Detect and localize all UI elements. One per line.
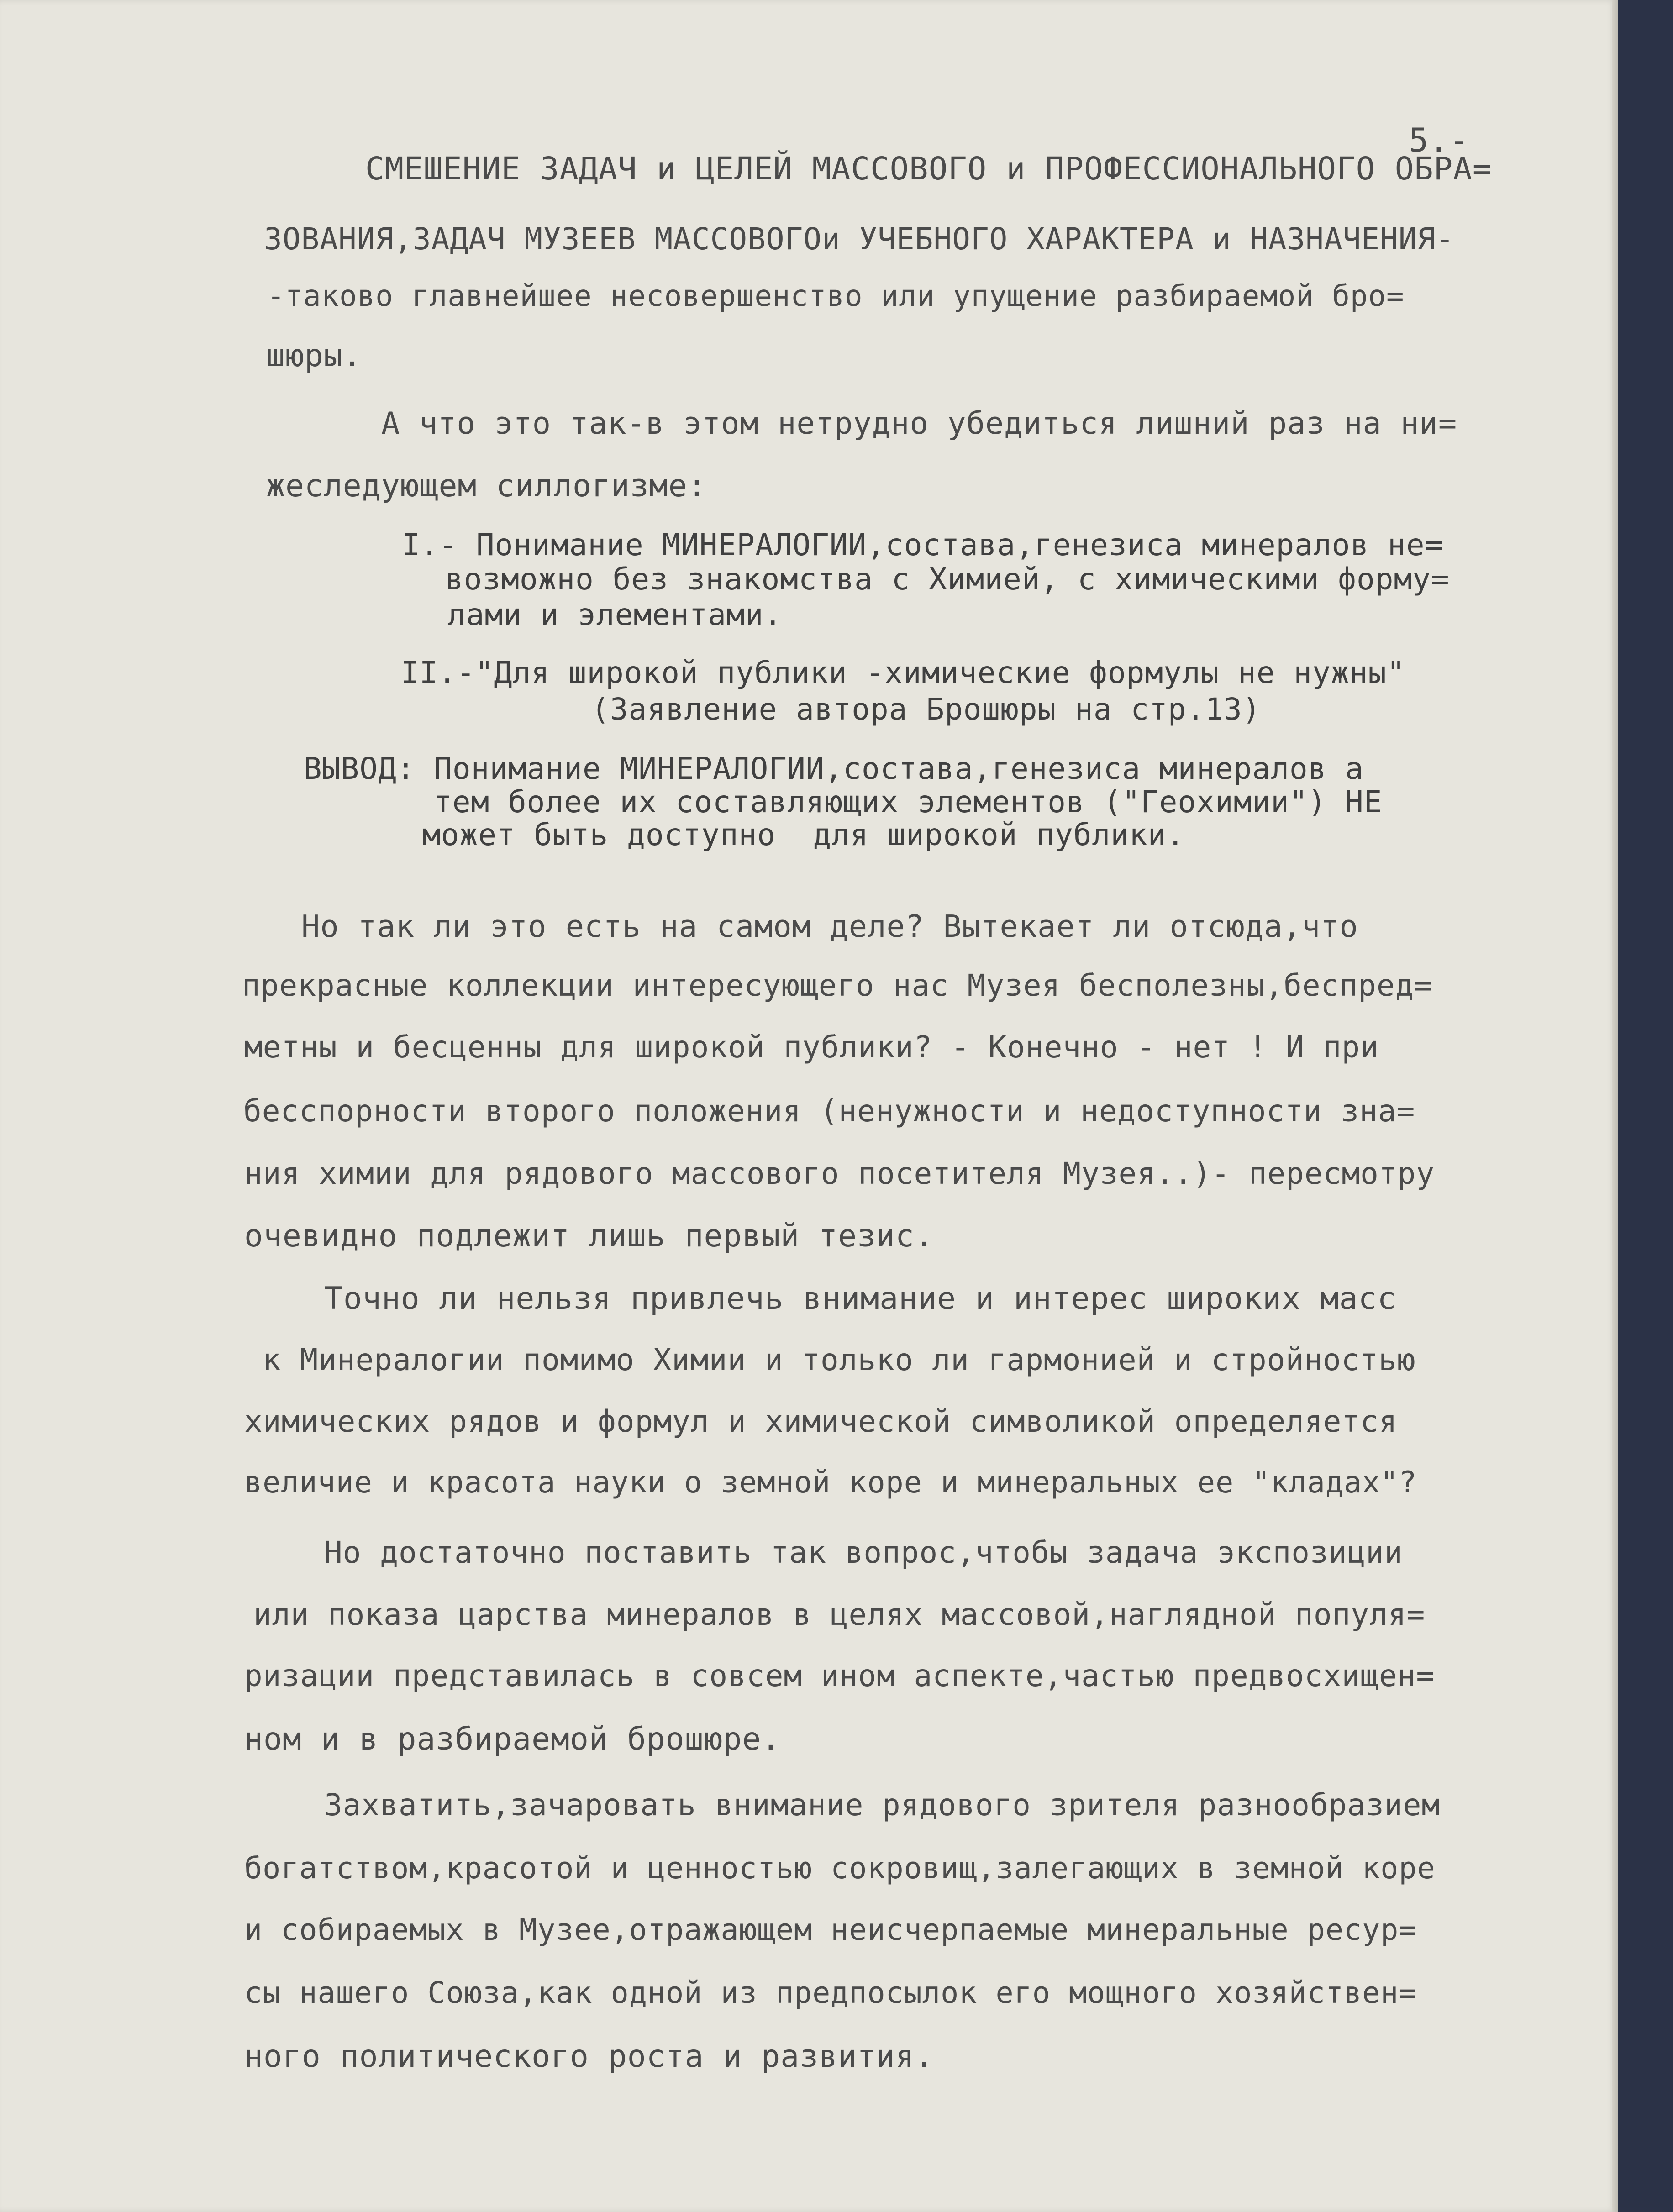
paragraph-6-line-6: очевидно подлежит лишь первый тезис.: [244, 1218, 934, 1254]
conclusion-line-3: может быть доступно для широкой публики.: [422, 817, 1185, 852]
paragraph-6-line-2: прекрасные коллекции интересующего нас Музея бесполезны,беспред=: [242, 968, 1433, 1003]
premise-two-line-2: (Заявление автора Брошюры на стр.13): [591, 692, 1261, 727]
paragraph-9-line-4: сы нашего Союза,как одной из предпосылок его мощного хозяйствен=: [244, 1976, 1417, 2010]
paragraph-9-line-3: и собираемых в Музее,отражающем неисчерпаемые минеральные ресур=: [244, 1913, 1417, 1947]
paragraph-2-line-2: жеследующем силлогизме:: [266, 468, 707, 504]
paragraph-7-line-4: величие и красота науки о земной коре и минеральных ее "кладах"?: [244, 1466, 1417, 1500]
paragraph-6-line-5: ния химии для рядового массового посетителя Музея..)- пересмотру: [244, 1156, 1435, 1191]
paragraph-7-line-3: химических рядов и формул и химической символикой определяется: [244, 1404, 1398, 1439]
paragraph-8-line-4: ном и в разбираемой брошюре.: [244, 1721, 781, 1757]
paragraph-9-line-2: богатством,красотой и ценностью сокровищ,залегающих в земной коре: [244, 1851, 1436, 1886]
paragraph-9-line-1: Захватить,зачаровать внимание рядового зрителя разнообразием: [324, 1787, 1441, 1823]
page-edge: [1612, 0, 1618, 2212]
conclusion-line-2: тем более их составляющих элементов ("Геохимии") НЕ: [434, 784, 1383, 820]
paragraph-7-line-2: к Минералогии помимо Химии и только ли гармонией и стройностью: [263, 1342, 1416, 1377]
premise-one-line-2: возможно без знакомства с Химией, с химическими форму=: [445, 562, 1450, 597]
paragraph-8-line-2: или показа царства минералов в целях массовой,наглядной популя=: [253, 1597, 1426, 1632]
paragraph-8-line-3: ризации представилась в совсем ином аспекте,частью предвосхищен=: [244, 1658, 1435, 1693]
paragraph-7-line-1: Точно ли нельзя привлечь внимание и интерес широких масс: [324, 1281, 1397, 1317]
page-number: 5.-: [1409, 121, 1470, 159]
paragraph-1-line-4: шюры.: [266, 338, 362, 374]
paragraph-6-line-1: Но так ли это есть на самом деле? Вытекает ли отсюда,что: [301, 909, 1358, 944]
paragraph-1-line-3: -таково главнейшее несовершенство или упущение разбираемой бро=: [267, 279, 1405, 313]
conclusion-line-1: ВЫВОД: Понимание МИНЕРАЛОГИИ,состава,генезиса минералов а: [304, 751, 1364, 786]
paragraph-1-line-1: СМЕШЕНИЕ ЗАДАЧ и ЦЕЛЕЙ МАССОВОГО и ПРОФЕССИОНАЛЬНОГО ОБРА=: [365, 151, 1492, 187]
paragraph-6-line-3: метны и бесценны для широкой публики? - Конечно - нет ! И при: [244, 1030, 1379, 1065]
premise-one-line-3: лами и элементами.: [447, 597, 783, 632]
paragraph-9-line-5: ного политического роста и развития.: [244, 2039, 934, 2075]
premise-one-line-1: I.- Понимание МИНЕРАЛОГИИ,состава,генезиса минералов не=: [402, 527, 1444, 562]
paragraph-8-line-1: Но достаточно поставить так вопрос,чтобы задача экспозиции: [324, 1535, 1403, 1570]
paragraph-1-line-2: ЗОВАНИЯ,ЗАДАЧ МУЗЕЕВ МАССОВОГОи УЧЕБНОГО ХАРАКТЕРА и НАЗНАЧЕНИЯ-: [264, 221, 1455, 257]
premise-two-line-1: II.-"Для широкой публики -химические формулы не нужны": [401, 655, 1405, 690]
paragraph-2-line-1: А что это так-в этом нетрудно убедиться лишний раз на ни=: [381, 405, 1457, 441]
paragraph-6-line-4: бесспорности второго положения (ненужности и недоступности зна=: [243, 1093, 1415, 1129]
